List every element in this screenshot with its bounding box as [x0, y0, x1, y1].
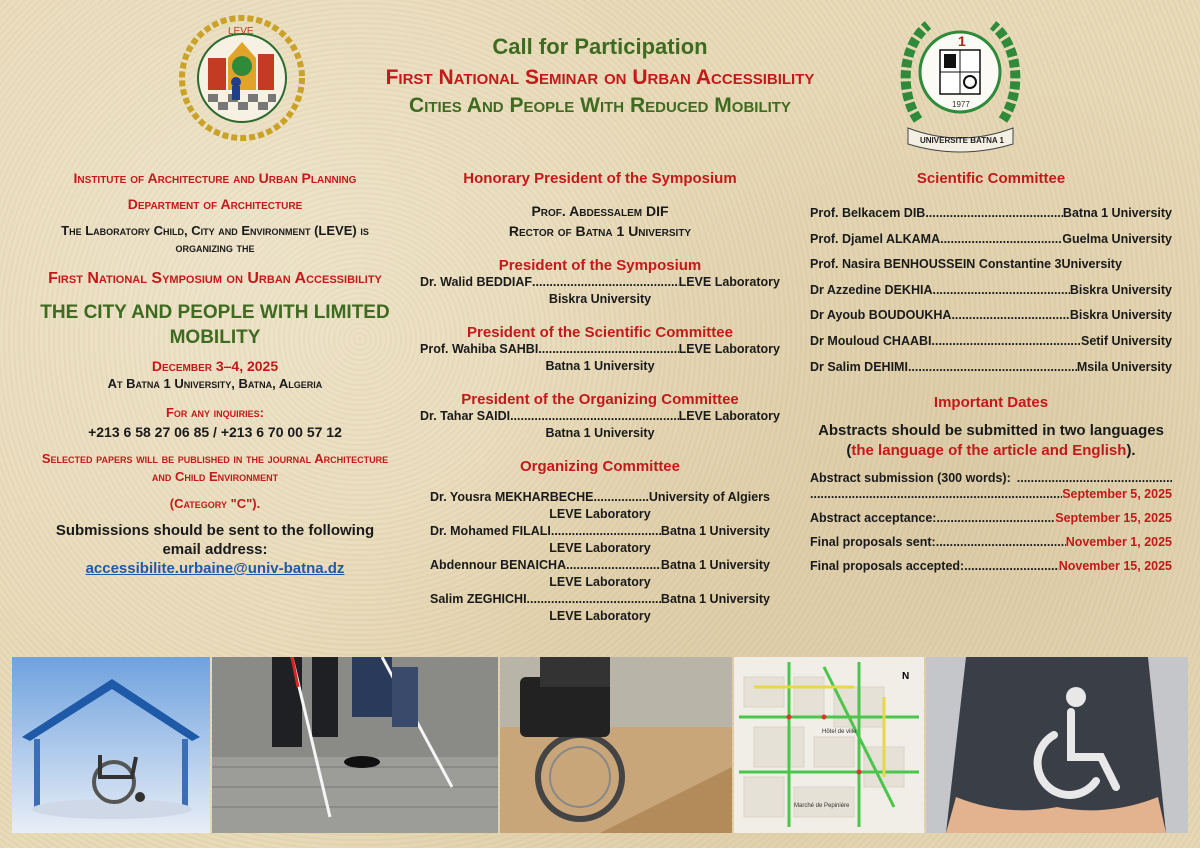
date-row: Final proposals accepted: ..... November 15, 2025	[810, 559, 1172, 573]
accessibility-map-photo	[734, 657, 924, 833]
right-column	[810, 170, 1172, 573]
sci-president-heading: President of the Scientific Committee	[467, 324, 733, 341]
contact-email-link[interactable]: accessibilite.urbaine@univ-batna.dz	[85, 560, 345, 577]
dates-list	[810, 471, 1172, 573]
svg-text:LEVE: LEVE	[228, 26, 254, 37]
phone-numbers: +213 6 58 27 06 85 / +213 6 70 00 57 12	[88, 424, 342, 440]
event-place: At Batna 1 University, Batna, Algeria	[107, 376, 323, 391]
honorary-name: Prof. Abdessalem DIF	[531, 203, 669, 219]
wheelchair-ramp-photo	[500, 657, 732, 833]
svg-text:UNIVERSITE BATNA 1: UNIVERSITE BATNA 1	[920, 136, 1005, 145]
org-president-block	[420, 391, 780, 442]
date-row: Abstract submission (300 words): ..... ..... September 5, 2025	[810, 471, 1172, 501]
president-block	[420, 257, 780, 308]
city-title: THE CITY AND PEOPLE WITH LIMITED MOBILITY	[40, 302, 390, 348]
org-president-heading: President of the Organizing Committee	[461, 391, 739, 408]
organizing-committee	[420, 458, 780, 625]
svg-text:1977: 1977	[952, 100, 970, 109]
submission-note: Submissions should be sent to the following email address:	[55, 522, 375, 558]
abstract-language-note: Abstracts should be submitted in two languages (the language of the article and English).	[818, 422, 1164, 460]
honorary-role: Rector of Batna 1 University	[508, 223, 692, 239]
sci-member: Prof. Djamel ALKAMA ..... Guelma University	[810, 227, 1172, 253]
middle-column	[420, 170, 780, 625]
seminar-title: First National Seminar on Urban Accessibility	[385, 66, 815, 89]
committee-entry: Dr. Walid BEDDIAF ..... LEVE Laboratory Biskra University	[420, 274, 780, 308]
svg-text:Marché de Pepinière: Marché de Pepinière	[794, 803, 850, 809]
batna-university-logo	[898, 10, 1023, 160]
date-row: Abstract acceptance: ..... September 15, 2025	[810, 511, 1172, 525]
event-date: December 3–4, 2025	[151, 358, 279, 374]
header	[0, 0, 1200, 160]
date-row: Final proposals sent: ..... November 1, 2025	[810, 535, 1172, 549]
seminar-subtitle: Cities And People With Reduced Mobility	[409, 94, 791, 117]
scientific-committee-heading: Scientific Committee	[916, 170, 1066, 187]
honorary-president	[420, 201, 780, 241]
org-heading: Organizing Committee	[519, 458, 680, 475]
committee-entry: Dr. Tahar SAIDI ..... LEVE Laboratory Batna 1 University	[420, 408, 780, 442]
sci-member: Dr Azzedine DEKHIA ..... Biskra University	[810, 278, 1172, 304]
sci-member: Prof. Nasira BENHOUSSEIN Constantine 3University	[810, 257, 1122, 272]
publication-note: Selected papers will be published in the journal Architecture and Child Environment	[41, 451, 389, 484]
inquiries-label: For any inquiries:	[165, 405, 264, 420]
journal-category: (Category "C").	[169, 496, 261, 511]
honorary-heading: Honorary President of the Symposium	[463, 170, 737, 187]
scientific-committee-list	[810, 201, 1172, 380]
committee-entry: Salim ZEGHICHI ..... Batna 1 University LEVE Laboratory	[420, 591, 780, 625]
sci-member: Prof. Belkacem DIB ..... Batna 1 University	[810, 201, 1172, 227]
org-members-list	[420, 489, 780, 625]
president-heading: President of the Symposium	[498, 257, 702, 274]
left-column	[40, 170, 390, 578]
committee-entry: Abdennour BENAICHA ..... Batna 1 University LEVE Laboratory	[420, 557, 780, 591]
sci-member: Dr Ayoub BOUDOUKHA ..... Biskra University	[810, 303, 1172, 329]
committee-entry: Prof. Wahiba SAHBI ..... LEVE Laboratory Batna 1 University	[420, 341, 780, 375]
department-name: Department of Architecture	[127, 196, 303, 212]
sci-member: Dr Mouloud CHAABI ..... Setif University	[810, 329, 1172, 355]
committee-entry: Dr. Mohamed FILALI ..... Batna 1 University LEVE Laboratory	[420, 523, 780, 557]
sci-member: Dr Salim DEHIMI ..... Msila University	[810, 355, 1172, 381]
call-title: Call for Participation	[492, 34, 708, 59]
wheelchair-house-photo	[12, 657, 210, 833]
title-block	[300, 34, 900, 118]
important-dates-heading: Important Dates	[933, 394, 1049, 412]
photo-strip	[12, 657, 1188, 833]
symposium-name: First National Symposium on Urban Accessibility	[48, 270, 382, 287]
leve-logo	[178, 14, 306, 142]
white-cane-photo	[212, 657, 498, 833]
svg-text:1: 1	[958, 33, 966, 49]
institute-name: Institute of Architecture and Urban Planning	[73, 170, 357, 186]
svg-text:Hôtel de ville: Hôtel de ville	[822, 729, 857, 735]
svg-text:N: N	[902, 671, 910, 682]
sci-president-block	[420, 324, 780, 375]
committee-entry: Dr. Yousra MEKHARBECHE ..... University of Algiers LEVE Laboratory	[420, 489, 780, 523]
lab-statement: The Laboratory Child, City and Environment (LEVE) is organizing the	[61, 223, 369, 255]
accessibility-symbol-hands-photo	[926, 657, 1188, 833]
